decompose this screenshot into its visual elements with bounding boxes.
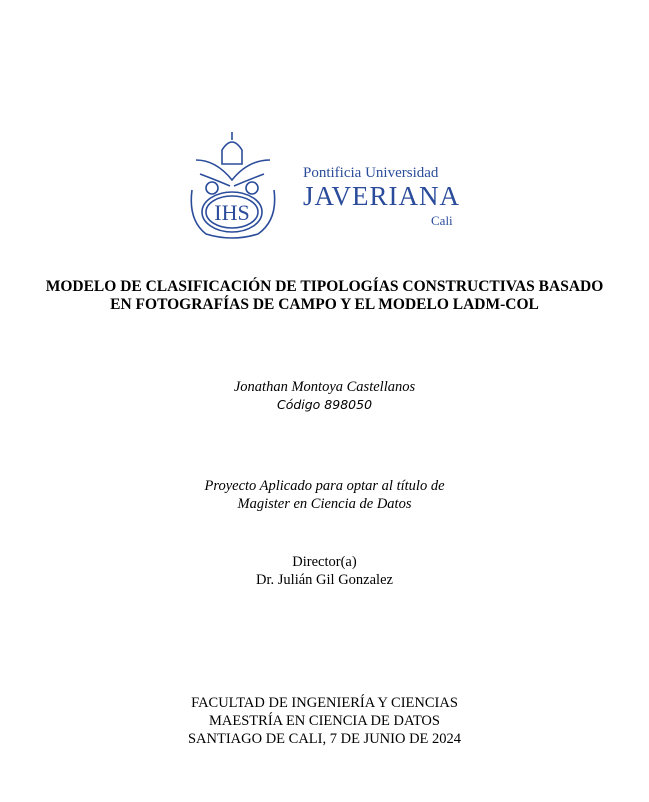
- document-title: [0, 278, 649, 314]
- institution-block: [0, 694, 649, 748]
- title-line-1: MODELO DE CLASIFICACIÓN DE TIPOLOGÍAS CONSTRUCTIVAS BASADO: [45, 278, 604, 295]
- logo-line-3: Cali: [431, 213, 453, 228]
- director-name: Dr. Julián Gil Gonzalez: [256, 572, 393, 588]
- director-label: Director(a): [292, 554, 357, 570]
- project-line-2: Magister en Ciencia de Datos: [237, 496, 412, 512]
- project-line-1: Proyecto Aplicado para optar al título de: [204, 478, 445, 494]
- author-name: Jonathan Montoya Castellanos: [233, 379, 416, 395]
- author-code: Código 898050: [276, 397, 373, 412]
- project-description: [0, 477, 649, 513]
- author-block: [0, 378, 649, 414]
- university-seal-icon: [186, 130, 296, 242]
- title-line-2: EN FOTOGRAFÍAS DE CAMPO Y EL MODELO LADM-COL: [110, 296, 539, 313]
- svg-text:IHS: IHS: [214, 200, 250, 225]
- director-block: [0, 553, 649, 589]
- logo-line-2: JAVERIANA: [303, 181, 461, 211]
- university-name: [303, 165, 461, 228]
- place-date: SANTIAGO DE CALI, 7 DE JUNIO DE 2024: [187, 731, 462, 747]
- program: MAESTRÍA EN CIENCIA DE DATOS: [209, 713, 440, 729]
- logo-line-1: Pontificia Universidad: [303, 165, 439, 181]
- faculty: FACULTAD DE INGENIERÍA Y CIENCIAS: [191, 695, 458, 711]
